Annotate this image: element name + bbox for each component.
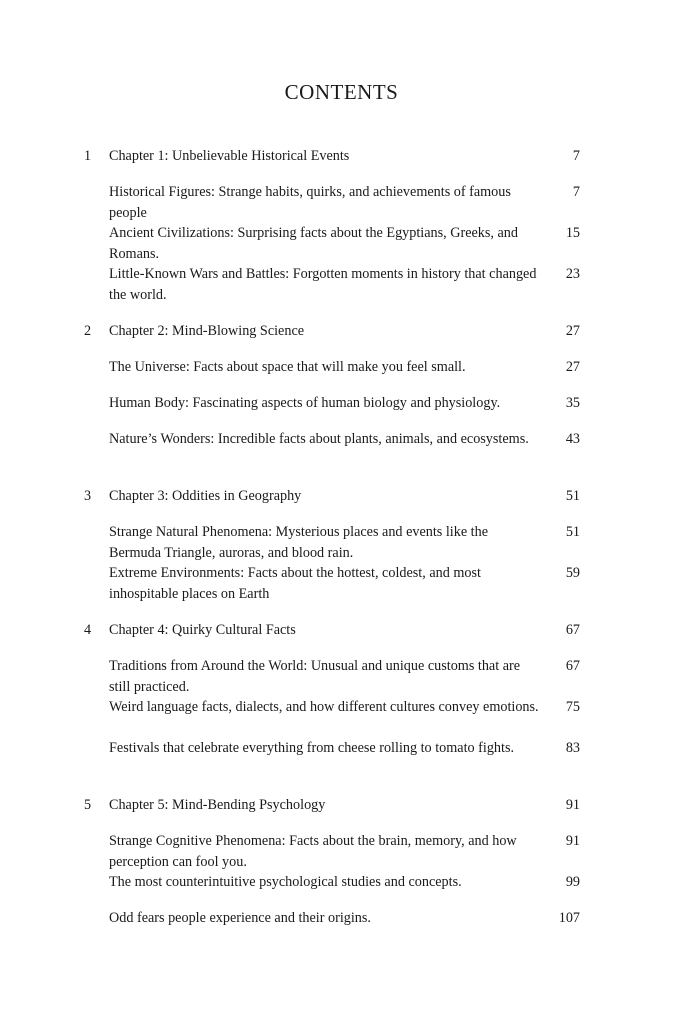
page-number: 51 xyxy=(565,488,580,504)
page-number: 59 xyxy=(565,565,580,581)
toc-entry-title: Chapter 1: Unbelievable Historical Events xyxy=(109,148,350,164)
toc-entry-title: Human Body: Fascinating aspects of human biology and physiology. xyxy=(109,395,501,411)
toc-entry-title: Strange Cognitive Phenomena: Facts about the brain, memory, and how perception can fool you. xyxy=(109,833,517,870)
page-number: 51 xyxy=(565,524,580,540)
page-title: CONTENTS xyxy=(284,80,399,104)
page-number: 35 xyxy=(565,395,580,411)
toc-entry-title: Chapter 5: Mind-Bending Psychology xyxy=(109,797,326,813)
page-number: 99 xyxy=(565,874,580,890)
page-number: 91 xyxy=(565,833,580,849)
chapter-number: 3 xyxy=(84,488,92,504)
chapter-number: 1 xyxy=(84,148,92,164)
toc-entry-title: Traditions from Around the World: Unusual and unique customs that are still practiced. xyxy=(109,658,521,695)
toc-entry-title: Chapter 4: Quirky Cultural Facts xyxy=(109,622,296,638)
toc-entry-title: Little-Known Wars and Battles: Forgotten moments in history that changed the world. xyxy=(109,266,537,303)
chapter-number: 4 xyxy=(84,622,92,638)
page-number: 27 xyxy=(565,323,580,339)
toc-entry-title: Nature’s Wonders: Incredible facts about plants, animals, and ecosystems. xyxy=(109,431,529,447)
page-number: 83 xyxy=(565,740,580,756)
toc-entry-title: Festivals that celebrate everything from cheese rolling to tomato fights. xyxy=(109,740,515,756)
toc-entry-title: Chapter 3: Oddities in Geography xyxy=(109,488,302,504)
toc-entry-title: Strange Natural Phenomena: Mysterious places and events like the Bermuda Triangle, auroras, and blood rain. xyxy=(109,524,489,561)
toc-entry-title: Chapter 2: Mind-Blowing Science xyxy=(109,323,305,339)
page-number: 27 xyxy=(565,359,580,375)
page-number: 15 xyxy=(565,225,580,241)
toc-entry-title: Extreme Environments: Facts about the hottest, coldest, and most inhospitable places on Earth xyxy=(109,565,481,602)
toc-entry-title: The Universe: Facts about space that will make you feel small. xyxy=(109,359,466,375)
page-number: 107 xyxy=(558,910,580,926)
page-number: 91 xyxy=(565,797,580,813)
page-number: 7 xyxy=(572,184,580,200)
page-number: 75 xyxy=(565,699,580,715)
page-number: 7 xyxy=(572,148,580,164)
toc-entry-title: Weird language facts, dialects, and how different cultures convey emotions. xyxy=(109,699,539,715)
toc-entry-title: Ancient Civilizations: Surprising facts about the Egyptians, Greeks, and Romans. xyxy=(109,225,518,262)
page-number: 67 xyxy=(565,658,580,674)
chapter-number: 2 xyxy=(84,323,92,339)
chapter-number: 5 xyxy=(84,797,92,813)
page-number: 23 xyxy=(565,266,580,282)
toc-entry-title: Odd fears people experience and their origins. xyxy=(109,910,371,926)
page-number: 67 xyxy=(565,622,580,638)
toc-entry-title: Historical Figures: Strange habits, quirks, and achievements of famous people xyxy=(109,184,511,221)
page-number: 43 xyxy=(565,431,580,447)
toc-entry-title: The most counterintuitive psychological studies and concepts. xyxy=(109,874,462,890)
